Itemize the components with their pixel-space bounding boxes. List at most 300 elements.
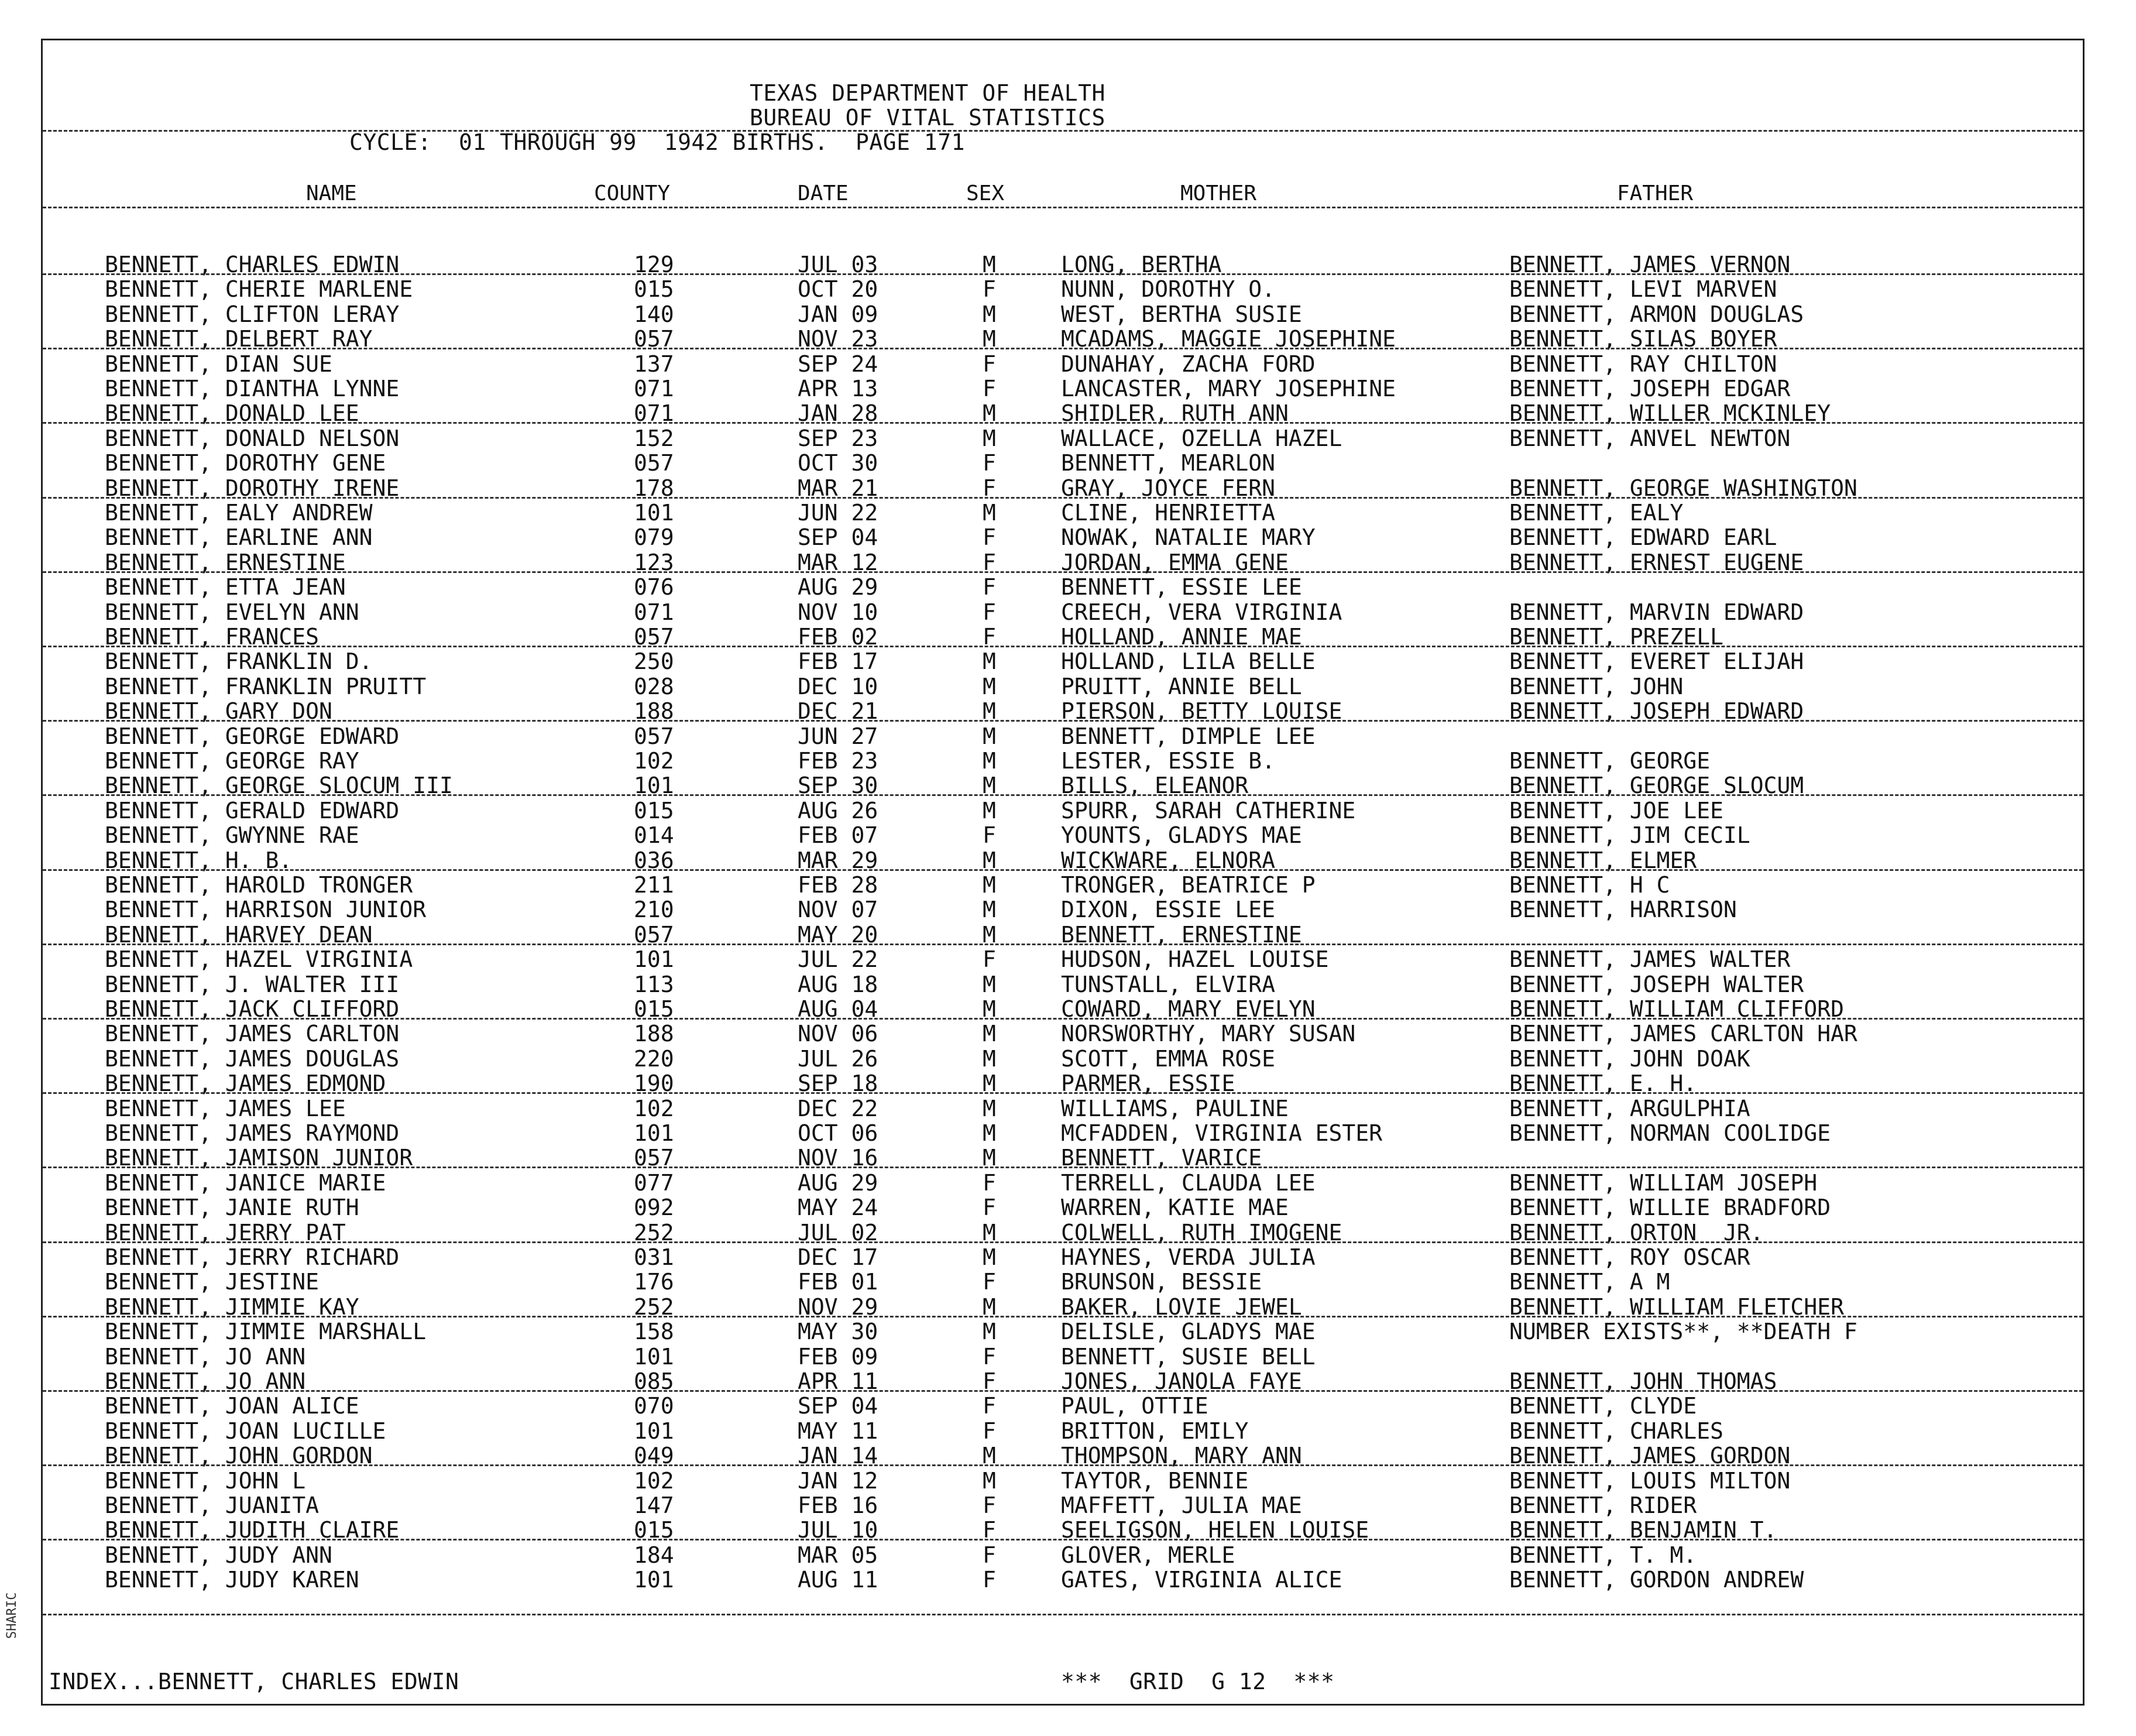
cell-mother: BENNETT, VARICE: [1061, 1145, 1262, 1171]
table-row: [43, 1245, 2083, 1270]
cell-county: 076: [634, 574, 674, 601]
cell-county: 102: [634, 1095, 674, 1121]
cell-name: BENNETT, JOHN GORDON: [105, 1443, 373, 1469]
cell-county: 085: [634, 1368, 674, 1394]
form-rule: [43, 348, 2083, 349]
form-rule: [43, 1390, 2083, 1392]
cell-father: BENNETT, JOE LEE: [1509, 797, 1724, 824]
cell-date: JUL 03: [798, 252, 878, 277]
cell-date: DEC 21: [798, 698, 878, 725]
form-rule: [43, 422, 2083, 424]
cell-date: SEP 24: [798, 351, 878, 377]
cell-county: 158: [634, 1319, 674, 1345]
cell-name: BENNETT, DOROTHY GENE: [105, 450, 386, 476]
cell-county: 152: [634, 425, 674, 451]
cell-sex: M: [983, 1021, 996, 1047]
cell-mother: BENNETT, MEARLON: [1061, 450, 1276, 476]
cell-date: JAN 14: [798, 1443, 878, 1469]
cell-county: 015: [634, 1517, 674, 1543]
cell-mother: BENNETT, SUSIE BELL: [1061, 1343, 1316, 1370]
cell-date: JUL 22: [798, 946, 878, 973]
cell-mother: GRAY, JOYCE FERN: [1061, 475, 1276, 501]
cell-mother: NOWAK, NATALIE MARY: [1061, 524, 1316, 551]
form-rule: [43, 944, 2083, 945]
cell-sex: F: [983, 475, 996, 501]
cell-sex: M: [983, 1095, 996, 1121]
cell-father: BENNETT, NORMAN COOLIDGE: [1509, 1120, 1831, 1146]
cell-date: JAN 28: [798, 400, 878, 427]
cell-date: SEP 23: [798, 425, 878, 451]
cell-mother: BILLS, ELEANOR: [1061, 773, 1249, 799]
cell-mother: SHIDLER, RUTH ANN: [1061, 400, 1289, 427]
cell-sex: M: [983, 1443, 996, 1469]
cell-date: FEB 07: [798, 822, 878, 849]
cell-mother: PRUITT, ANNIE BELL: [1061, 673, 1302, 699]
cell-name: BENNETT, HAROLD TRONGER: [105, 872, 413, 898]
column-header-name: NAME: [306, 181, 357, 205]
cell-sex: F: [983, 1169, 996, 1196]
cell-sex: M: [983, 921, 996, 948]
cell-sex: M: [983, 425, 996, 451]
cell-county: 176: [634, 1269, 674, 1295]
table-row: [43, 1195, 2083, 1220]
cell-father: BENNETT, EALY: [1509, 500, 1684, 526]
cell-mother: TAYTOR, BENNIE: [1061, 1467, 1249, 1494]
cell-father: BENNETT, PREZELL: [1509, 624, 1724, 650]
cell-sex: F: [983, 1542, 996, 1568]
cell-mother: HUDSON, HAZEL LOUISE: [1061, 946, 1329, 973]
cell-county: 188: [634, 698, 674, 725]
cell-sex: M: [983, 1071, 996, 1097]
cell-sex: F: [983, 1517, 996, 1543]
cell-father: BENNETT, ARMON DOUGLAS: [1509, 301, 1804, 327]
table-row: [43, 1319, 2083, 1344]
cell-name: BENNETT, GWYNNE RAE: [105, 822, 359, 849]
cell-mother: SPURR, SARAH CATHERINE: [1061, 797, 1356, 824]
cell-mother: NORSWORTHY, MARY SUSAN: [1061, 1021, 1356, 1047]
cell-county: 252: [634, 1219, 674, 1246]
cell-father: NUMBER EXISTS**, **DEATH F: [1509, 1319, 1857, 1345]
cell-date: MAY 20: [798, 921, 878, 948]
cell-sex: F: [983, 376, 996, 402]
cell-county: 190: [634, 1071, 674, 1097]
cell-sex: M: [983, 1319, 996, 1345]
form-rule: [43, 1614, 2083, 1615]
cell-sex: F: [983, 1418, 996, 1444]
cell-mother: CREECH, VERA VIRGINIA: [1061, 599, 1342, 625]
cell-name: BENNETT, JO ANN: [105, 1343, 306, 1370]
cell-date: NOV 06: [798, 1021, 878, 1047]
cell-name: BENNETT, DIAN SUE: [105, 351, 332, 377]
cell-father: BENNETT, CHARLES: [1509, 1418, 1724, 1444]
table-row: [43, 1469, 2083, 1493]
cell-county: 188: [634, 1021, 674, 1047]
cell-name: BENNETT, JOHN L: [105, 1467, 306, 1494]
table-row: [43, 1270, 2083, 1294]
cell-name: BENNETT, GARY DON: [105, 698, 332, 725]
cell-name: BENNETT, FRANKLIN D.: [105, 649, 373, 675]
cell-date: AUG 18: [798, 971, 878, 997]
table-row: [43, 451, 2083, 475]
cell-sex: M: [983, 1244, 996, 1270]
cell-father: BENNETT, WILLER MCKINLEY: [1509, 400, 1831, 427]
cell-date: JUN 27: [798, 723, 878, 749]
cell-father: BENNETT, MARVIN EDWARD: [1509, 599, 1804, 625]
cell-mother: PIERSON, BETTY LOUISE: [1061, 698, 1342, 725]
cell-county: 101: [634, 773, 674, 799]
cell-county: 101: [634, 500, 674, 526]
cell-father: BENNETT, BENJAMIN T.: [1509, 1517, 1777, 1543]
cell-mother: JORDAN, EMMA GENE: [1061, 549, 1289, 575]
cell-name: BENNETT, JAMES LEE: [105, 1095, 346, 1121]
cell-county: 071: [634, 599, 674, 625]
cell-date: AUG 11: [798, 1567, 878, 1593]
cell-name: BENNETT, ETTA JEAN: [105, 574, 346, 601]
cell-father: BENNETT, JAMES WALTER: [1509, 946, 1791, 973]
cell-sex: M: [983, 872, 996, 898]
cell-date: MAR 05: [798, 1542, 878, 1568]
cell-date: MAY 11: [798, 1418, 878, 1444]
cell-date: JAN 09: [798, 301, 878, 327]
cell-sex: F: [983, 1195, 996, 1221]
cell-mother: BRITTON, EMILY: [1061, 1418, 1249, 1444]
cell-name: BENNETT, JO ANN: [105, 1368, 306, 1394]
cell-mother: NUNN, DOROTHY O.: [1061, 276, 1276, 303]
cell-mother: TRONGER, BEATRICE P: [1061, 872, 1316, 898]
cell-name: BENNETT, ERNESTINE: [105, 549, 346, 575]
cell-name: BENNETT, JUDY KAREN: [105, 1567, 359, 1593]
cell-father: BENNETT, A M: [1509, 1269, 1670, 1295]
cell-sex: F: [983, 524, 996, 551]
form-rule: [43, 646, 2083, 647]
cell-date: JAN 12: [798, 1467, 878, 1494]
cell-mother: BENNETT, DIMPLE LEE: [1061, 723, 1316, 749]
cell-mother: MAFFETT, JULIA MAE: [1061, 1493, 1302, 1518]
cell-date: NOV 23: [798, 326, 878, 352]
cell-sex: M: [983, 897, 996, 923]
cell-county: 015: [634, 996, 674, 1022]
cell-mother: PAUL, OTTIE: [1061, 1393, 1208, 1419]
cell-name: BENNETT, FRANCES: [105, 624, 320, 650]
cell-mother: BENNETT, ESSIE LEE: [1061, 574, 1302, 601]
cell-date: FEB 09: [798, 1343, 878, 1370]
cell-name: BENNETT, JACK CLIFFORD: [105, 996, 400, 1022]
cell-sex: M: [983, 326, 996, 352]
cell-date: JUN 22: [798, 500, 878, 526]
form-rule: [43, 1464, 2083, 1466]
side-code: SHARIC: [5, 1592, 19, 1639]
cell-date: JUL 10: [798, 1517, 878, 1543]
cell-sex: M: [983, 1467, 996, 1494]
cell-sex: M: [983, 673, 996, 699]
cell-sex: M: [983, 698, 996, 725]
table-row: [43, 1394, 2083, 1418]
cell-date: FEB 17: [798, 649, 878, 675]
cell-county: 092: [634, 1195, 674, 1221]
cell-sex: F: [983, 574, 996, 601]
cell-father: BENNETT, HARRISON: [1509, 897, 1737, 923]
form-rule: [43, 497, 2083, 499]
cell-county: 211: [634, 872, 674, 898]
cell-mother: LANCASTER, MARY JOSEPHINE: [1061, 376, 1396, 402]
cell-sex: M: [983, 797, 996, 824]
cell-sex: M: [983, 773, 996, 799]
table-row: [43, 525, 2083, 550]
table-row: [43, 1344, 2083, 1369]
table-row: [43, 823, 2083, 848]
table-row: [43, 1021, 2083, 1046]
cell-mother: DUNAHAY, ZACHA FORD: [1061, 351, 1316, 377]
cycle-line: CYCLE: 01 THROUGH 99 1942 BIRTHS. PAGE 171: [349, 129, 966, 155]
table-row: [43, 352, 2083, 376]
cell-mother: COLWELL, RUTH IMOGENE: [1061, 1219, 1342, 1246]
cell-father: BENNETT, LOUIS MILTON: [1509, 1467, 1791, 1494]
cell-sex: M: [983, 723, 996, 749]
cell-mother: WARREN, KATIE MAE: [1061, 1195, 1289, 1221]
cell-father: BENNETT, SILAS BOYER: [1509, 326, 1777, 352]
cell-name: BENNETT, CLIFTON LERAY: [105, 301, 400, 327]
cell-county: 147: [634, 1493, 674, 1518]
table-row: [43, 749, 2083, 773]
table-row: [43, 649, 2083, 674]
cell-name: BENNETT, CHARLES EDWIN: [105, 252, 400, 277]
cell-county: 031: [634, 1244, 674, 1270]
cell-father: BENNETT, GORDON ANDREW: [1509, 1567, 1804, 1593]
cell-date: NOV 07: [798, 897, 878, 923]
cell-county: 129: [634, 252, 674, 277]
cell-mother: SEELIGSON, HELEN LOUISE: [1061, 1517, 1369, 1543]
cell-name: BENNETT, J. WALTER III: [105, 971, 400, 997]
cell-date: DEC 17: [798, 1244, 878, 1270]
cell-sex: F: [983, 1343, 996, 1370]
cell-mother: BRUNSON, BESSIE: [1061, 1269, 1262, 1295]
cell-date: APR 13: [798, 376, 878, 402]
cell-name: BENNETT, HARRISON JUNIOR: [105, 897, 427, 923]
cell-father: BENNETT, EDWARD EARL: [1509, 524, 1777, 551]
cell-sex: M: [983, 649, 996, 675]
cell-date: NOV 29: [798, 1294, 878, 1320]
cell-name: BENNETT, DIANTHA LYNNE: [105, 376, 400, 402]
table-row: [43, 873, 2083, 897]
table-row: [43, 1096, 2083, 1121]
cell-sex: F: [983, 946, 996, 973]
cell-name: BENNETT, GEORGE SLOCUM III: [105, 773, 453, 799]
cell-name: BENNETT, JOAN ALICE: [105, 1393, 359, 1419]
table-row: [43, 972, 2083, 997]
cell-county: 220: [634, 1045, 674, 1072]
cell-father: BENNETT, RIDER: [1509, 1493, 1697, 1518]
cell-father: BENNETT, GEORGE: [1509, 748, 1711, 774]
cell-mother: PARMER, ESSIE: [1061, 1071, 1235, 1097]
cell-father: BENNETT, GEORGE SLOCUM: [1509, 773, 1804, 799]
cell-mother: JONES, JANOLA FAYE: [1061, 1368, 1302, 1394]
cell-sex: M: [983, 1219, 996, 1246]
cell-name: BENNETT, GEORGE RAY: [105, 748, 359, 774]
form-rule: [43, 869, 2083, 871]
cell-mother: WEST, BERTHA SUSIE: [1061, 301, 1302, 327]
cell-sex: F: [983, 549, 996, 575]
cell-date: SEP 30: [798, 773, 878, 799]
document-page: [41, 39, 2085, 1706]
table-row: [43, 674, 2083, 699]
cell-sex: M: [983, 500, 996, 526]
cell-sex: M: [983, 301, 996, 327]
cell-sex: F: [983, 1368, 996, 1394]
cell-name: BENNETT, JERRY RICHARD: [105, 1244, 400, 1270]
cell-father: BENNETT, RAY CHILTON: [1509, 351, 1777, 377]
form-rule: [43, 1241, 2083, 1243]
cell-sex: M: [983, 252, 996, 277]
cell-county: 101: [634, 946, 674, 973]
cell-name: BENNETT, EVELYN ANN: [105, 599, 359, 625]
cell-date: MAY 30: [798, 1319, 878, 1345]
cell-father: BENNETT, WILLIAM CLIFFORD: [1509, 996, 1844, 1022]
cell-county: 036: [634, 847, 674, 873]
cell-father: BENNETT, JOSEPH EDGAR: [1509, 376, 1791, 402]
bureau-title: BUREAU OF VITAL STATISTICS: [750, 105, 1105, 131]
table-row: [43, 1493, 2083, 1518]
table-row: [43, 1047, 2083, 1071]
cell-father: BENNETT, EVERET ELIJAH: [1509, 649, 1804, 675]
cell-county: 015: [634, 797, 674, 824]
cell-county: 079: [634, 524, 674, 551]
cell-sex: F: [983, 450, 996, 476]
cell-sex: F: [983, 1567, 996, 1593]
form-rule: [43, 1092, 2083, 1094]
cell-name: BENNETT, JERRY PAT: [105, 1219, 346, 1246]
cell-father: BENNETT, ORTON JR.: [1509, 1219, 1764, 1246]
cell-name: BENNETT, JUDY ANN: [105, 1542, 332, 1568]
cell-county: 123: [634, 549, 674, 575]
cell-mother: COWARD, MARY EVELYN: [1061, 996, 1316, 1022]
cell-date: AUG 04: [798, 996, 878, 1022]
cell-date: AUG 29: [798, 574, 878, 601]
cell-date: MAR 12: [798, 549, 878, 575]
cell-date: AUG 29: [798, 1169, 878, 1196]
column-header-date: DATE: [798, 181, 849, 205]
cell-county: 250: [634, 649, 674, 675]
form-rule: [43, 1018, 2083, 1020]
cell-county: 184: [634, 1542, 674, 1568]
cell-sex: F: [983, 351, 996, 377]
cell-father: BENNETT, T. M.: [1509, 1542, 1697, 1568]
cell-name: BENNETT, JAMES EDMOND: [105, 1071, 386, 1097]
cell-name: BENNETT, EALY ANDREW: [105, 500, 373, 526]
cell-name: BENNETT, JAMES RAYMOND: [105, 1120, 400, 1146]
cell-date: MAR 21: [798, 475, 878, 501]
cell-sex: M: [983, 847, 996, 873]
cell-name: BENNETT, JIMMIE KAY: [105, 1294, 359, 1320]
cell-name: BENNETT, JIMMIE MARSHALL: [105, 1319, 427, 1345]
cell-date: DEC 10: [798, 673, 878, 699]
cell-mother: HOLLAND, ANNIE MAE: [1061, 624, 1302, 650]
table-row: [43, 1567, 2083, 1592]
cell-sex: F: [983, 1269, 996, 1295]
cell-county: 014: [634, 822, 674, 849]
table-row: [43, 600, 2083, 625]
form-rule: [43, 1316, 2083, 1318]
cell-county: 101: [634, 1567, 674, 1593]
cell-county: 057: [634, 921, 674, 948]
cell-mother: LESTER, ESSIE B.: [1061, 748, 1276, 774]
form-rule: [43, 1539, 2083, 1541]
cell-father: BENNETT, LEVI MARVEN: [1509, 276, 1777, 303]
cell-county: 071: [634, 376, 674, 402]
cell-county: 113: [634, 971, 674, 997]
cell-date: SEP 04: [798, 524, 878, 551]
cell-mother: MCADAMS, MAGGIE JOSEPHINE: [1061, 326, 1396, 352]
cell-date: JUL 02: [798, 1219, 878, 1246]
table-row: [43, 277, 2083, 301]
cell-date: NOV 16: [798, 1145, 878, 1171]
cell-county: 101: [634, 1120, 674, 1146]
cell-father: BENNETT, JAMES CARLTON HAR: [1509, 1021, 1857, 1047]
cell-mother: DELISLE, GLADYS MAE: [1061, 1319, 1316, 1345]
agency-title: TEXAS DEPARTMENT OF HEALTH: [750, 80, 1105, 106]
table-row: [43, 1543, 2083, 1567]
cell-county: 057: [634, 1145, 674, 1171]
form-rule: [43, 571, 2083, 573]
cell-county: 070: [634, 1393, 674, 1419]
cell-sex: M: [983, 400, 996, 427]
cell-mother: THOMPSON, MARY ANN: [1061, 1443, 1302, 1469]
cell-mother: BENNETT, ERNESTINE: [1061, 921, 1302, 948]
footer-grid: *** GRID G 12 ***: [1061, 1669, 1335, 1694]
cell-sex: M: [983, 1294, 996, 1320]
cell-date: JUL 26: [798, 1045, 878, 1072]
table-row: [43, 575, 2083, 599]
cell-father: BENNETT, JAMES VERNON: [1509, 252, 1791, 277]
table-row: [43, 302, 2083, 327]
cell-name: BENNETT, HAZEL VIRGINIA: [105, 946, 413, 973]
table-row: [43, 376, 2083, 401]
cell-father: BENNETT, ROY OSCAR: [1509, 1244, 1750, 1270]
cell-father: BENNETT, WILLIE BRADFORD: [1509, 1195, 1831, 1221]
cell-date: AUG 26: [798, 797, 878, 824]
table-row: [43, 426, 2083, 451]
cell-mother: GLOVER, MERLE: [1061, 1542, 1235, 1568]
cell-name: BENNETT, JANICE MARIE: [105, 1169, 386, 1196]
cell-date: FEB 02: [798, 624, 878, 650]
cell-name: BENNETT, JUDITH CLAIRE: [105, 1517, 400, 1543]
column-header-mother: MOTHER: [1180, 181, 1257, 205]
cell-date: OCT 06: [798, 1120, 878, 1146]
cell-father: BENNETT, JOHN: [1509, 673, 1684, 699]
cell-name: BENNETT, JAMISON JUNIOR: [105, 1145, 413, 1171]
cell-father: BENNETT, GEORGE WASHINGTON: [1509, 475, 1857, 501]
cell-date: APR 11: [798, 1368, 878, 1394]
cell-sex: M: [983, 748, 996, 774]
column-header-father: FATHER: [1617, 181, 1694, 205]
cell-name: BENNETT, HARVEY DEAN: [105, 921, 373, 948]
cell-county: 057: [634, 450, 674, 476]
cell-sex: F: [983, 822, 996, 849]
cell-father: BENNETT, E. H.: [1509, 1071, 1697, 1097]
table-row: [43, 897, 2083, 922]
cell-county: 252: [634, 1294, 674, 1320]
cell-father: BENNETT, JAMES GORDON: [1509, 1443, 1791, 1469]
cell-county: 102: [634, 748, 674, 774]
header-rule-1: [43, 130, 2083, 132]
cell-date: SEP 18: [798, 1071, 878, 1097]
cell-sex: M: [983, 996, 996, 1022]
cell-father: BENNETT, H C: [1509, 872, 1670, 898]
cell-father: BENNETT, JOSEPH WALTER: [1509, 971, 1804, 997]
cell-father: BENNETT, ANVEL NEWTON: [1509, 425, 1791, 451]
cell-father: BENNETT, JOHN DOAK: [1509, 1045, 1750, 1072]
cell-name: BENNETT, JANIE RUTH: [105, 1195, 359, 1221]
cell-date: OCT 30: [798, 450, 878, 476]
